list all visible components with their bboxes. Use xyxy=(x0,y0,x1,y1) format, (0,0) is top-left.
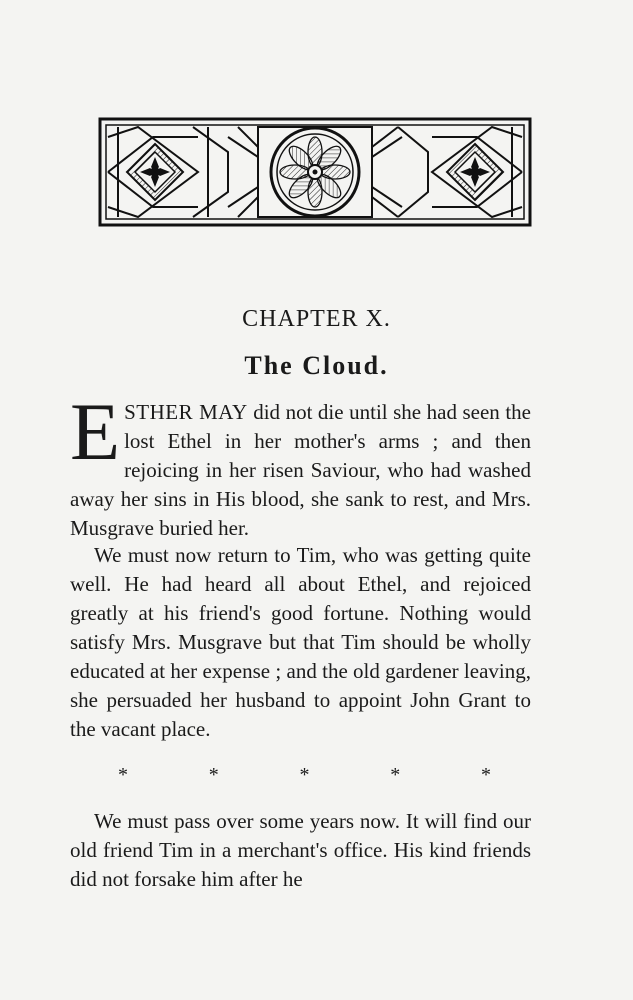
paragraph-1 xyxy=(70,386,531,543)
right-diamond-icon xyxy=(447,144,503,200)
paragraph-2 xyxy=(70,541,531,744)
drop-cap-initial: E xyxy=(70,386,121,477)
asterisk-2: * xyxy=(208,764,219,786)
chapter-title: The Cloud. xyxy=(244,351,389,380)
paragraph-1-text: did not die until she had seen the lost Ethel in her mother's arms ; and then rejoicing in her risen Saviour, who had washed away her sins in His blood, she sank to rest, and Mrs. Musgrave buried her. xyxy=(70,400,531,540)
paragraph-1-smallcaps: STHER MAY xyxy=(124,400,248,424)
chapter-heading: CHAPTER X. xyxy=(242,306,391,332)
celtic-knot-ornament-icon xyxy=(98,117,532,227)
central-rosette-icon xyxy=(258,127,372,217)
paragraph-2-text: We must now return to Tim, who was getting quite well. He had heard all about Ethel, and rejoiced greatly at his friend's good fortune. Nothing would satisfy Mrs. Musgrave but that Tim should be wholly educated at her expense ; and the old gardener leaving, she persuaded her husband to appoint John Grant to the vacant place. xyxy=(70,543,531,741)
paragraph-3-text: We must pass over some years now. It will find our old friend Tim in a merchant's office. His kind friends did not forsake him after he xyxy=(70,809,531,891)
section-separator xyxy=(70,763,531,787)
asterisk-5: * xyxy=(481,764,491,786)
asterisk-3: * xyxy=(299,764,310,786)
left-diamond-icon xyxy=(127,144,183,200)
asterisk-1: * xyxy=(118,764,128,786)
paragraph-3 xyxy=(70,807,531,894)
asterisk-4: * xyxy=(390,764,401,786)
